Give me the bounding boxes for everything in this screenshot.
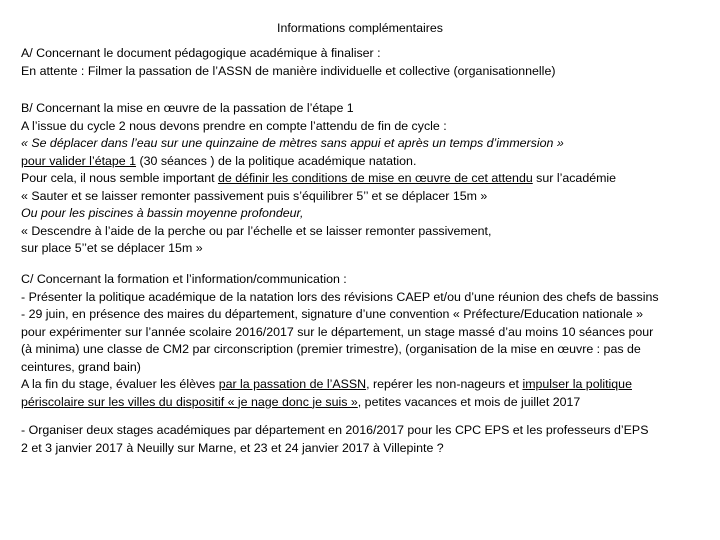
section-b-conditions-line	[21, 170, 707, 188]
evaluation-text-b: , repérer les non-nageurs et	[366, 377, 523, 391]
section-d	[21, 422, 707, 457]
section-c-item-2-cont-2: (à minima) une classe de CM2 par circonscription (premier trimestre), (organisation de la mise en œuvre : pas de	[21, 342, 641, 356]
section-b-pool-note: Ou pour les piscines à bassin moyenne profondeur,	[21, 206, 304, 220]
periscolaire-link[interactable]: périscolaire sur les villes du dispositif « je nage donc je suis »	[21, 394, 358, 409]
section-b-descend-quote: « Descendre à l’aide de la perche ou par l’échelle et se laisser remonter passivement,	[21, 223, 492, 238]
validation-text: (30 séances ) de la politique académique natation.	[136, 153, 417, 168]
section-c	[21, 271, 707, 411]
page-title: Informations complémentaires	[277, 21, 443, 35]
conditions-link[interactable]: de définir les conditions de mise en œuvre de cet attendu	[217, 171, 533, 185]
section-c-heading: C/ Concernant la formation et l’information/communication :	[21, 272, 347, 286]
conditions-text-b: sur l’académie	[532, 171, 617, 185]
conditions-text-a: Pour cela, il nous semble important	[21, 171, 218, 185]
section-a-heading: A/ Concernant le document pédagogique académique à finaliser :	[21, 46, 381, 60]
section-c-evaluation-line	[21, 376, 707, 394]
politique-link[interactable]: impulser la politique	[522, 377, 632, 391]
section-b	[21, 100, 707, 258]
section-a	[21, 45, 707, 80]
section-d-dates: 2 et 3 janvier 2017 à Neuilly sur Marne, et 23 et 24 janvier 2017 à Villepinte ?	[21, 440, 444, 455]
section-b-heading: B/ Concernant la mise en œuvre de la passation de l’étape 1	[21, 101, 354, 115]
section-d-item: - Organiser deux stages académiques par département en 2016/2017 pour les CPC EPS et les professeurs d’EPS	[21, 423, 649, 437]
section-c-periscolaire-line	[21, 394, 707, 412]
evaluation-text-a: A la fin du stage, évaluer les élèves	[21, 377, 219, 391]
section-b-quote: « Se déplacer dans l’eau sur une quinzaine de mètres sans appui et après un temps d’immersion »	[21, 136, 564, 150]
section-c-item-2-cont-1: pour expérimenter sur l’année scolaire 2016/2017 sur le département, un stage massé d’au moins 10 séances pour	[21, 324, 654, 339]
periscolaire-text: , petites vacances et mois de juillet 2017	[357, 394, 581, 409]
section-c-item-2: - 29 juin, en présence des maires du département, signature d’une convention « Préfecture/Education nationale »	[21, 307, 643, 321]
assn-link[interactable]: par la passation de l’ASSN	[218, 377, 367, 391]
section-b-jump-quote: « Sauter et se laisser remonter passivement puis s’équilibrer 5’’ et se déplacer 15m »	[21, 188, 488, 203]
section-c-item-2-cont-3: ceintures, grand bain)	[21, 359, 141, 374]
section-c-item-1: - Présenter la politique académique de la natation lors des révisions CAEP et/ou d’une réunion des chefs de bassins	[21, 289, 659, 304]
section-a-text: En attente : Filmer la passation de l’ASSN de manière individuelle et collective (organisationnelle)	[21, 63, 556, 78]
section-b-validation-line	[21, 153, 707, 171]
validation-link[interactable]: pour valider l’étape 1	[21, 153, 137, 168]
section-b-descend-quote-end: sur place 5’’et se déplacer 15m »	[21, 241, 203, 255]
section-b-text: A l’issue du cycle 2 nous devons prendre en compte l’attendu de fin de cycle :	[21, 118, 447, 133]
